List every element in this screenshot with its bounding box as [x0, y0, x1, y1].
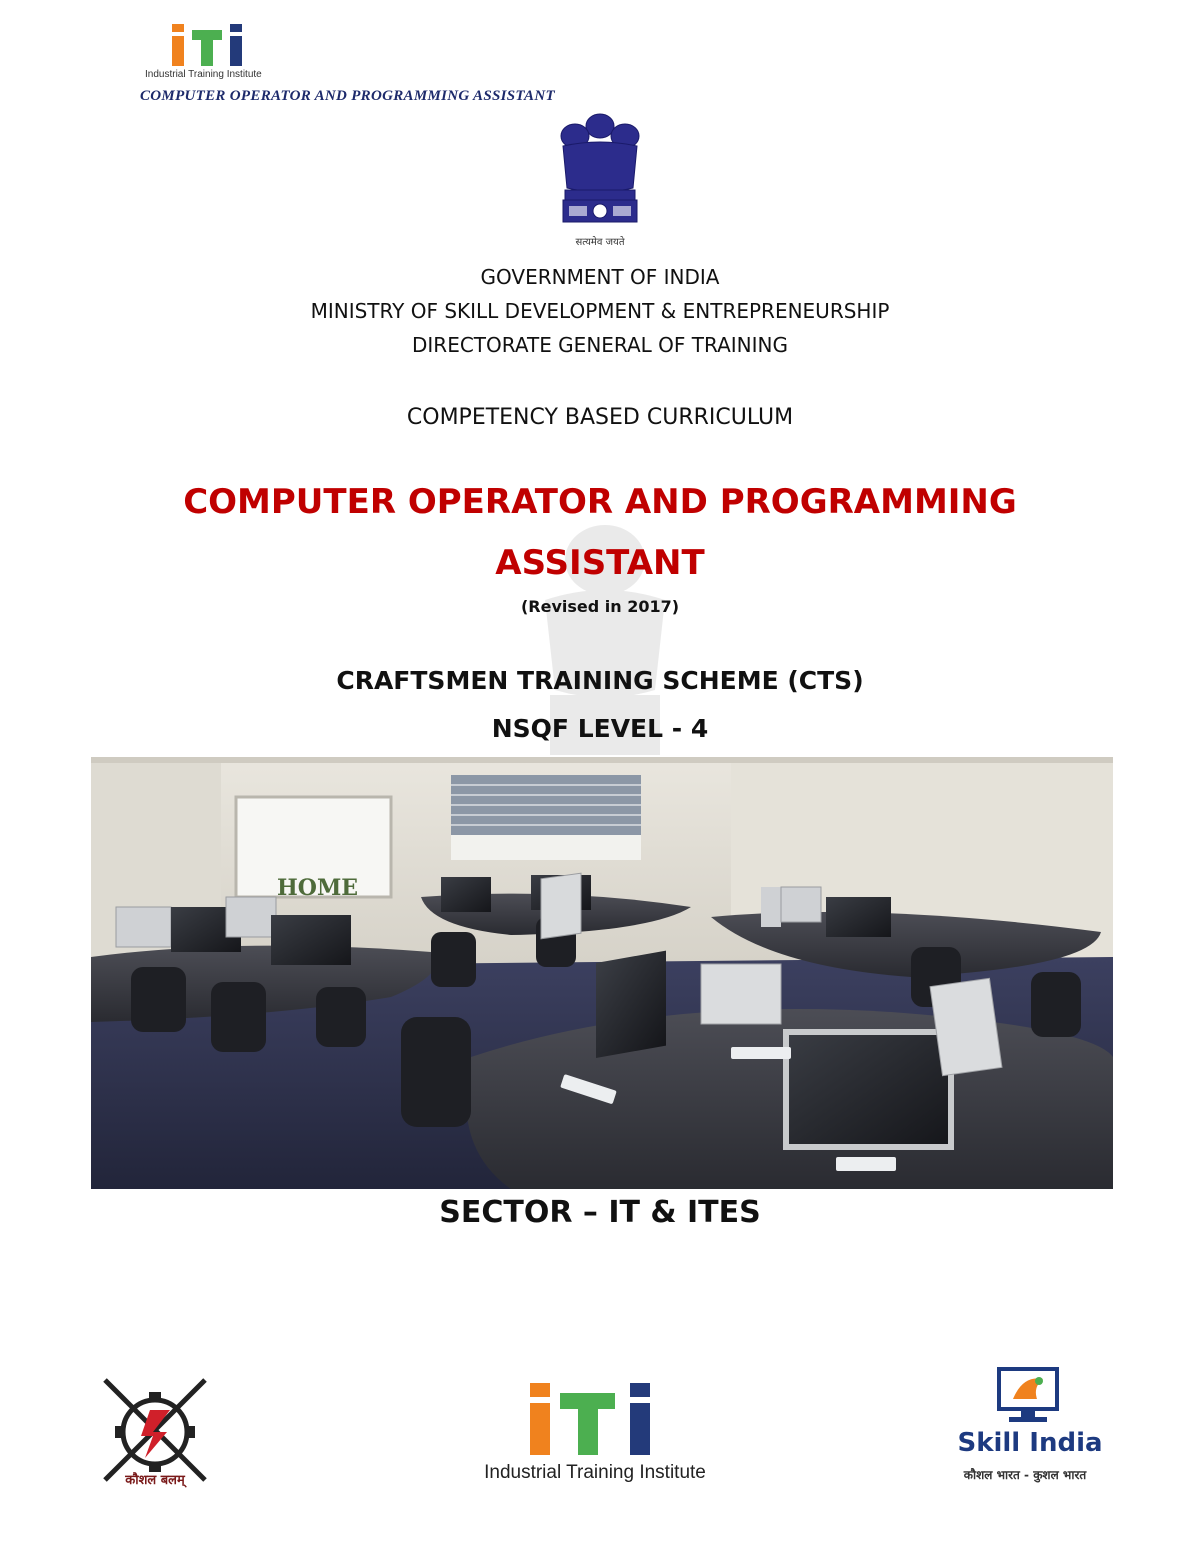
emblem-motto: सत्यमेव जयते [575, 237, 625, 248]
sector-heading: SECTOR – IT & ITES [439, 1195, 761, 1230]
iti-logo-bottom-caption: Industrial Training Institute [484, 1462, 706, 1483]
ministry-line: MINISTRY OF SKILL DEVELOPMENT & ENTREPRENEURSHIP [310, 299, 890, 323]
skill-india-tagline: कौशल भारत - कुशल भारत [963, 1468, 1087, 1482]
document-title-line-2: ASSISTANT [495, 543, 705, 583]
computer-lab-photo [91, 757, 1113, 1189]
nsqf-level-heading: NSQF LEVEL - 4 [491, 714, 709, 743]
national-emblem-icon [545, 108, 655, 248]
government-line: GOVERNMENT OF INDIA [480, 265, 720, 289]
running-header-title: COMPUTER OPERATOR AND PROGRAMMING ASSISTANT [140, 88, 555, 104]
revision-note: (Revised in 2017) [520, 597, 680, 616]
iti-logo-icon [170, 24, 290, 66]
skill-india-name: Skill India [957, 1428, 1103, 1458]
kaushal-logo-caption: कौशल बलम् [125, 1473, 185, 1488]
iti-logo-large-icon [470, 1383, 720, 1458]
home-sign-text: HOME [277, 875, 359, 901]
iti-logo-top [140, 24, 290, 84]
iti-logo-caption: Industrial Training Institute [145, 69, 262, 80]
directorate-line: DIRECTORATE GENERAL OF TRAINING [412, 333, 788, 357]
skill-india-monitor-icon [993, 1365, 1063, 1425]
document-title-line-1: COMPUTER OPERATOR AND PROGRAMMING [183, 482, 1017, 522]
computer-lab-illustration [91, 757, 1113, 1189]
scheme-heading: CRAFTSMEN TRAINING SCHEME (CTS) [336, 666, 864, 695]
curriculum-label: COMPETENCY BASED CURRICULUM [406, 405, 794, 430]
